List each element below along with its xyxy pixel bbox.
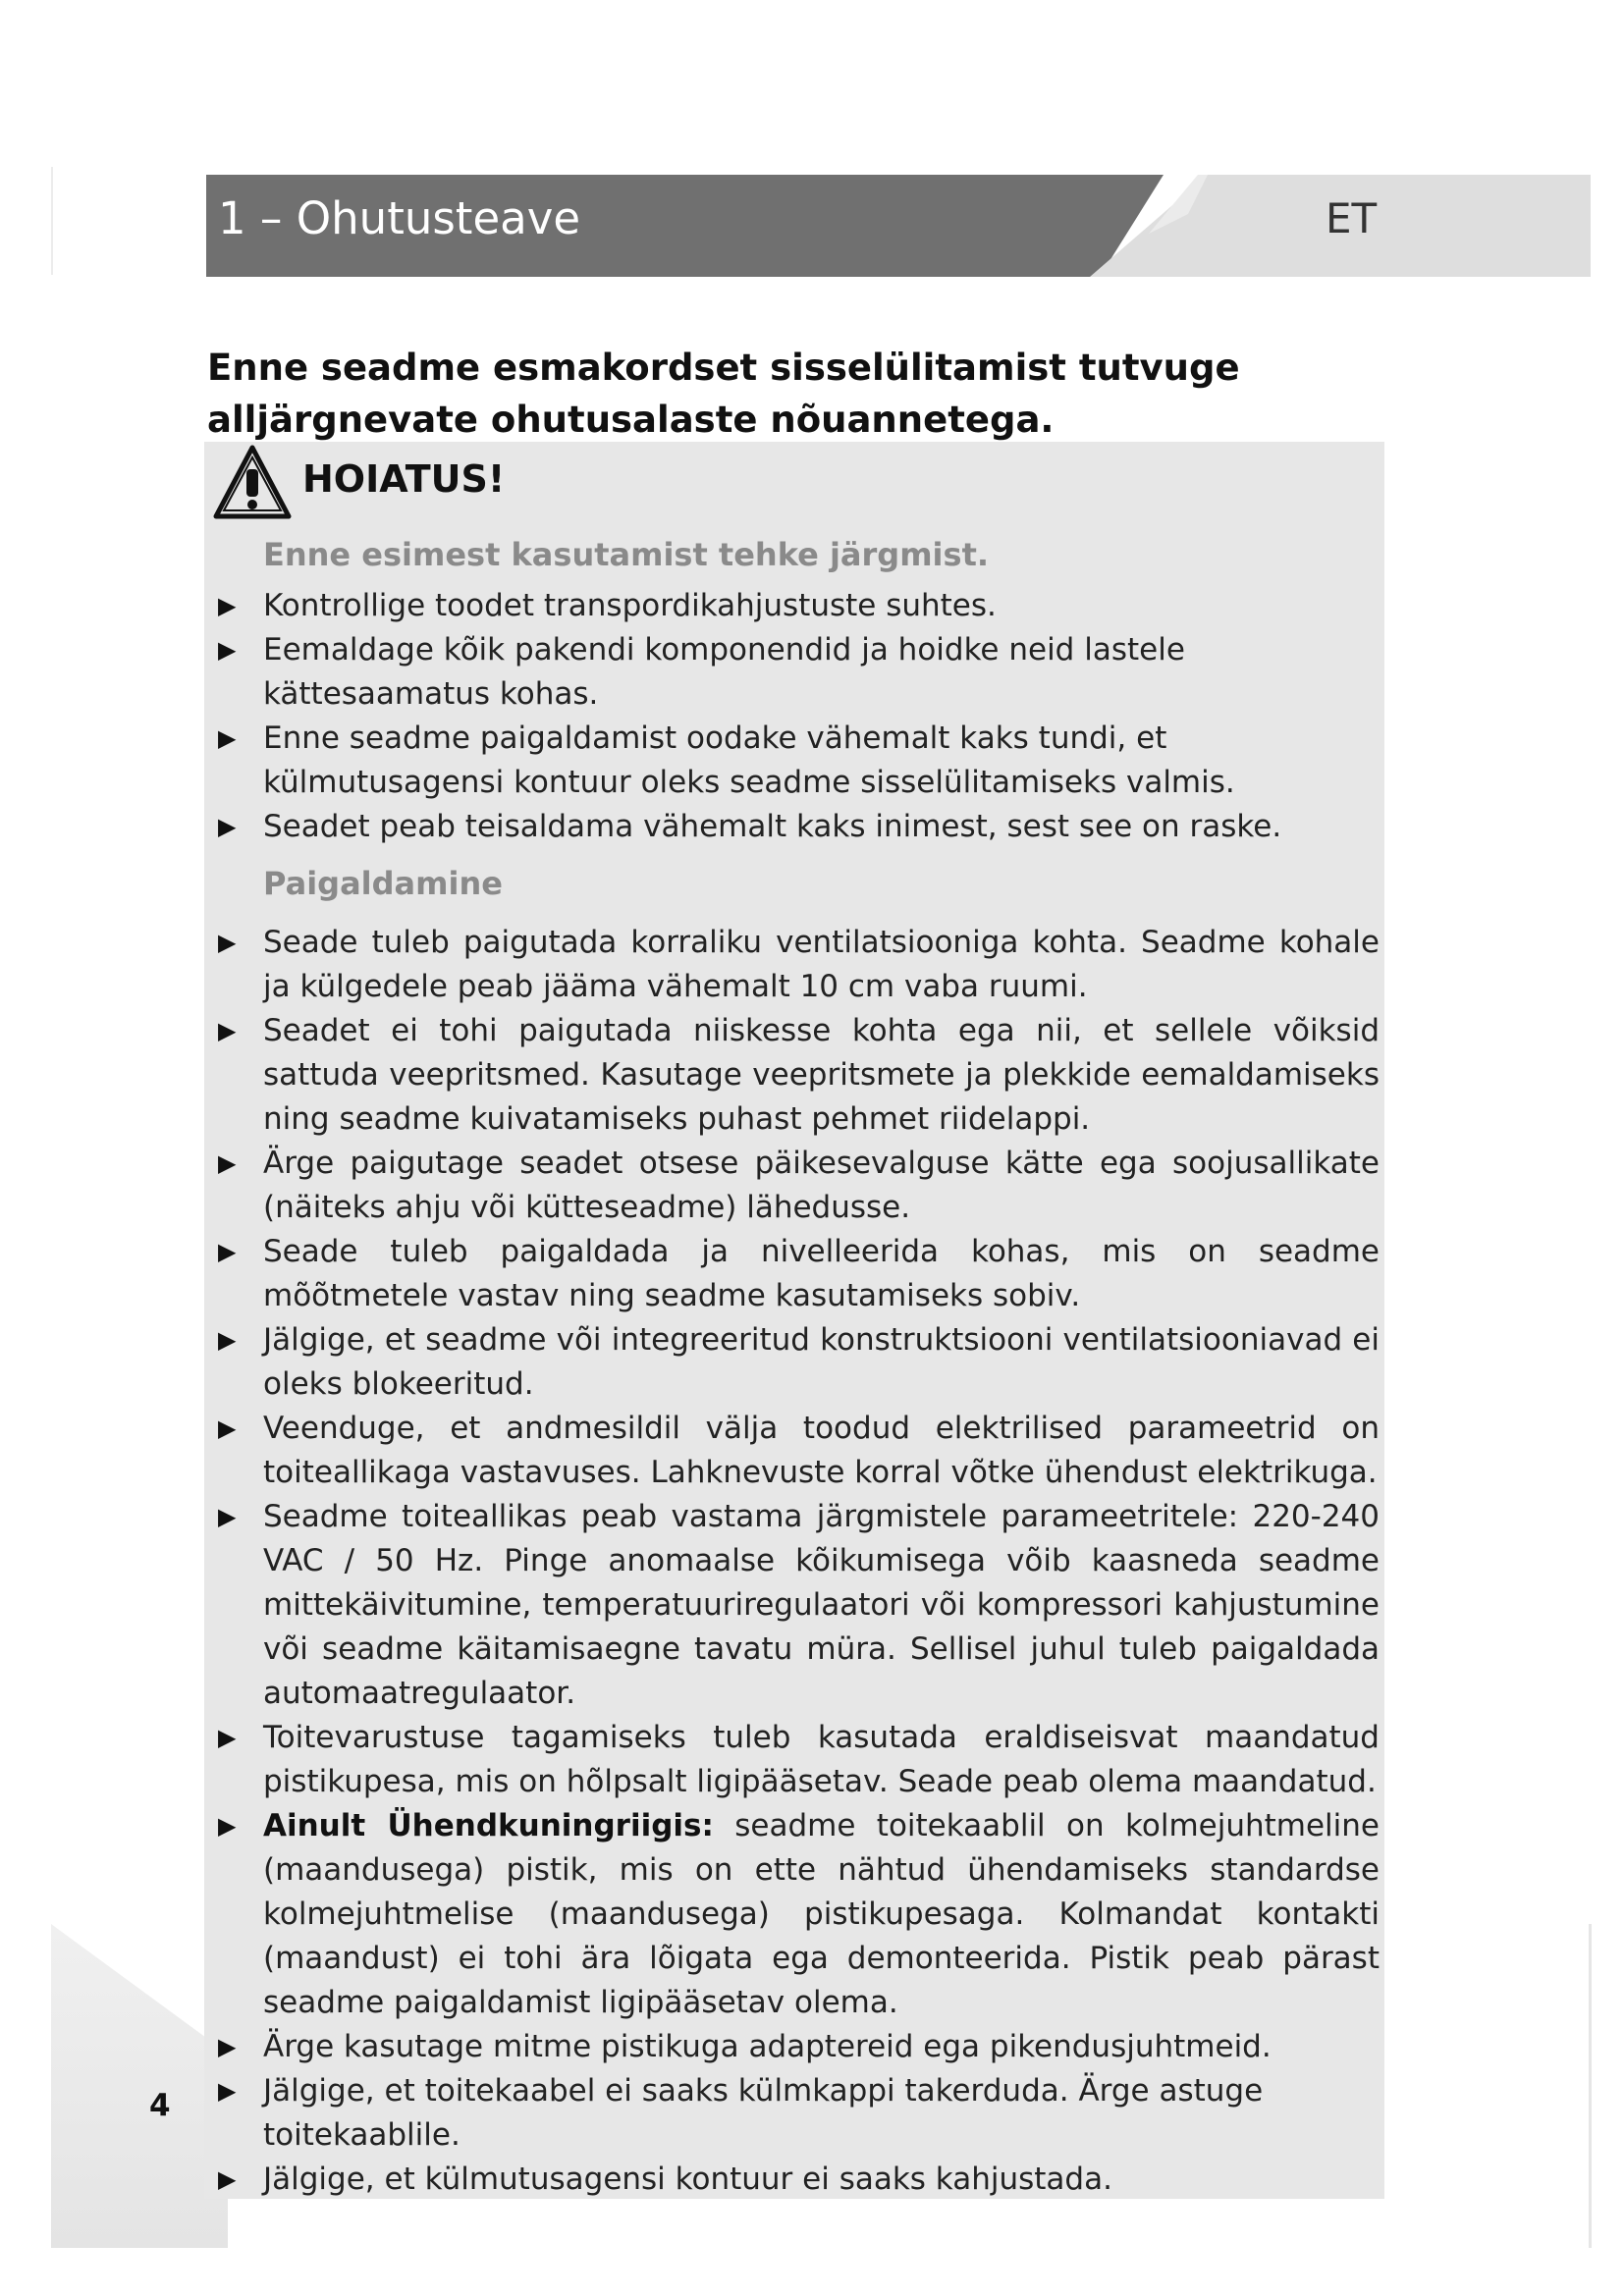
first-use-list — [218, 584, 1327, 849]
list-item: ▶ Jälgige, et külmutusagensi kontuur ei saaks kahjustada. — [218, 2158, 1380, 2202]
sub-heading-first-use: Enne esimest kasutamist tehke järgmist. — [263, 536, 990, 573]
page-number: 4 — [149, 2088, 171, 2123]
list-item: ▶ Eemaldage kõik pakendi komponendid ja hoidke neid lastele kättesaamatus kohas. — [218, 628, 1327, 717]
list-item: ▶ Seadme toiteallikas peab vastama järgmistele parameetritele: 220-240 VAC / 50 Hz. Pinge anomaalse kõikumisega võib kaasneda seadme mittekäivitumine, temperatuuriregulaatori või kompressori kahjustumine või seadme käitamisaegne tavatu müra. Sellisel juhul tuleb paigaldada automaatregulaator. — [218, 1495, 1380, 1716]
uk-label: Ainult Ühendkuningriigis: — [263, 1808, 714, 1843]
list-item: ▶ Jälgige, et toitekaabel ei saaks külmkappi takerduda. Ärge astuge toitekaablile. — [218, 2069, 1380, 2158]
list-item: ▶ Seade tuleb paigutada korraliku ventilatsiooniga kohta. Seadme kohale ja külgedele peab jääma vähemalt 10 cm vaba ruumi. — [218, 921, 1380, 1009]
uk-text: seadme toitekaablil on kolmejuhtmeline (maandusega) pistik, mis on ette nähtud ühendamiseks standardse kolmejuhtmelise (maandusega) pistikupesaga. Kolmandat kontakti (maandust) ei tohi ära lõigata ega demonteerida. Pistik peab pärast seadme paigaldamist ligipääsetav olema. — [263, 1808, 1380, 2020]
page-edge-left — [51, 167, 53, 275]
intro-heading: Enne seadme esmakordset sisselülitamist tutvuge alljärgnevate ohutusalaste nõuannetega. — [207, 347, 1240, 441]
section-title: 1 – Ohutusteave — [218, 192, 581, 244]
warning-title: HOIATUS! — [302, 457, 506, 501]
sub-heading-installation: Paigaldamine — [263, 865, 503, 902]
list-item: ▶ Jälgige, et seadme või integreeritud konstruktsiooni ventilatsiooniavad ei oleks blokeeritud. — [218, 1318, 1380, 1407]
list-item: ▶ Veenduge, et andmesildil välja toodud elektrilised parameetrid on toiteallikaga vastavuses. Lahknevuste korral võtke ühendust elektrikuga. — [218, 1407, 1380, 1495]
list-item: ▶ Seade tuleb paigaldada ja nivelleerida kohas, mis on seadme mõõtmetele vastav ning seadme kasutamiseks sobiv. — [218, 1230, 1380, 1318]
list-item-uk — [218, 1804, 1380, 2025]
warning-triangle-icon — [212, 444, 293, 522]
list-item: ▶ Enne seadme paigaldamist oodake vähemalt kaks tundi, et külmutusagensi kontuur oleks seadme sisselülitamiseks valmis. — [218, 717, 1327, 805]
list-item: ▶ Ärge paigutage seadet otsese päikesevalguse kätte ega soojusallikate (näiteks ahju või kütteseadme) lähedusse. — [218, 1142, 1380, 1230]
installation-list — [218, 921, 1380, 2202]
corner-decoration — [51, 1924, 228, 2248]
list-item: ▶ Kontrollige toodet transpordikahjustuste suhtes. — [218, 584, 1327, 628]
list-item: ▶ Ärge kasutage mitme pistikuga adaptereid ega pikendusjuhtmeid. — [218, 2025, 1380, 2069]
list-item: ▶ Seadet ei tohi paigutada niiskesse kohta ega nii, et sellele võiksid sattuda veepritsmed. Kasutage veepritsmete ja plekkide eemaldamiseks ning seadme kuivatamiseks puhast pehmet riidelappi. — [218, 1009, 1380, 1142]
page-edge-right — [1589, 1924, 1592, 2248]
language-code: ET — [1326, 194, 1378, 242]
list-item: ▶ Toitevarustuse tagamiseks tuleb kasutada eraldiseisvat maandatud pistikupesa, mis on hõlpsalt ligipääsetav. Seade peab olema maandatud. — [218, 1716, 1380, 1804]
list-item: ▶ Seadet peab teisaldama vähemalt kaks inimest, sest see on raske. — [218, 805, 1327, 849]
